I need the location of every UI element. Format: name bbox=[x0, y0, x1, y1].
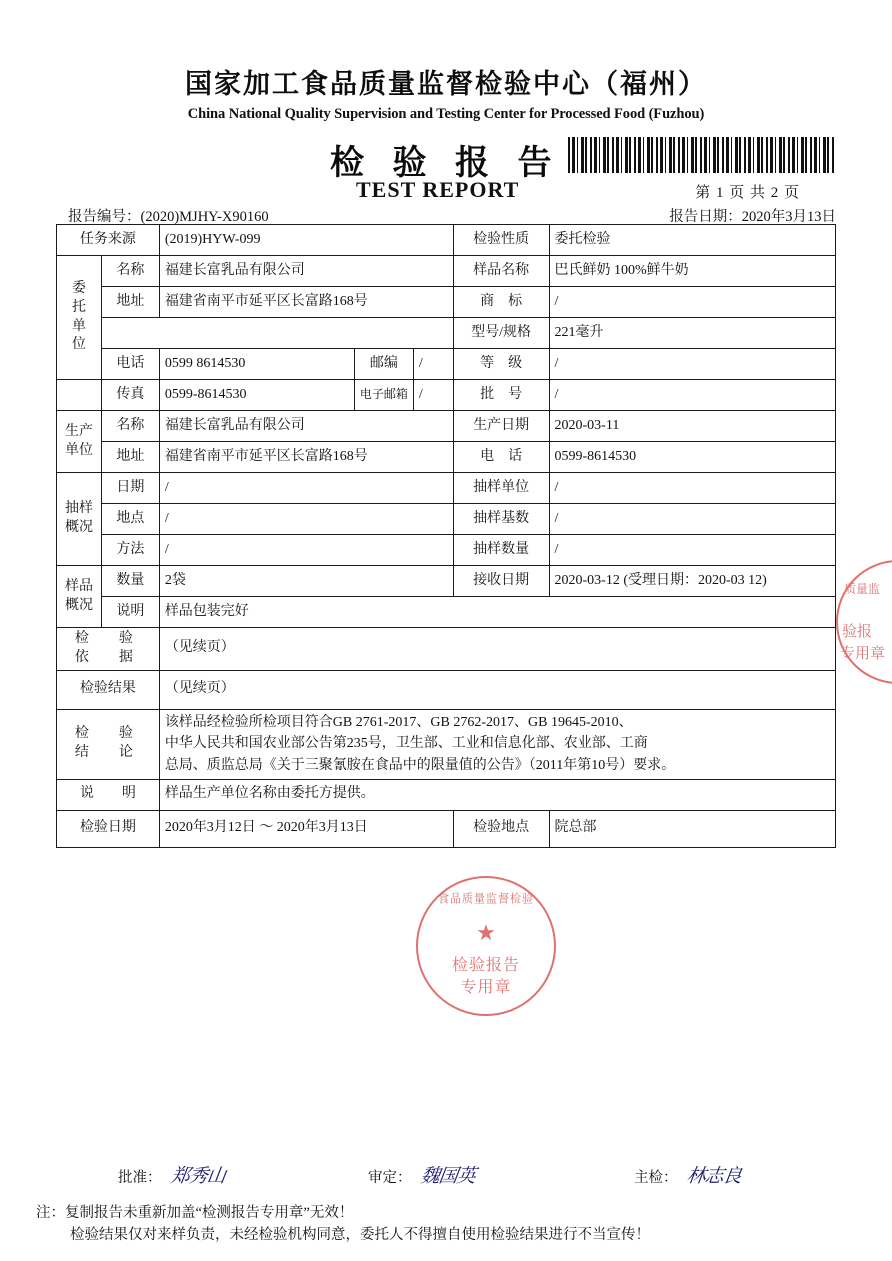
producer-name-value: 福建长富乳品有限公司 bbox=[159, 411, 453, 442]
sampling-base-value: / bbox=[549, 504, 835, 535]
footer-note-1: 注：复制报告未重新加盖“检测报告专用章”无效！ bbox=[36, 1205, 354, 1221]
test-nature-value: 委托检验 bbox=[549, 225, 835, 256]
sample-qty-value: 2袋 bbox=[159, 566, 453, 597]
report-number-value: (2020)MJHY-X90160 bbox=[140, 209, 269, 225]
stamp-star-icon: ★ bbox=[476, 920, 496, 945]
conclusion-label-line1: 检 验 bbox=[74, 726, 141, 742]
sampling-date-value: / bbox=[159, 473, 453, 504]
report-number bbox=[68, 205, 269, 226]
sampling-method-value: / bbox=[159, 535, 453, 566]
producer-address-value: 福建省南平市延平区长富路168号 bbox=[159, 442, 453, 473]
test-date-value: 2020年3月12日 ～ 2020年3月13日 bbox=[159, 810, 453, 847]
approve-label: 批准： bbox=[118, 1170, 162, 1186]
test-nature-label: 检验性质 bbox=[453, 225, 549, 256]
conclusion-value bbox=[159, 709, 835, 779]
table-row bbox=[57, 670, 836, 709]
client-address-value: 福建省南平市延平区长富路168号 bbox=[159, 287, 453, 318]
table-row bbox=[57, 349, 836, 380]
task-source-label: 任务来源 bbox=[57, 225, 160, 256]
stamp-line-1: 检验报告 bbox=[451, 957, 520, 974]
org-title-en: China National Quality Supervision and Testing Center for Processed Food (Fuzhou) bbox=[187, 106, 705, 122]
receive-date-value: 2020-03-12 (受理日期：2020-03 12) bbox=[549, 566, 835, 597]
inspector-value: 林志良 bbox=[685, 1165, 743, 1187]
table-row bbox=[57, 597, 836, 628]
report-date: 报告日期：2020年3月13日 bbox=[669, 209, 836, 225]
footer-notes bbox=[36, 1203, 866, 1247]
grade-label: 等 级 bbox=[453, 349, 549, 380]
client-name-value: 福建长富乳品有限公司 bbox=[159, 256, 453, 287]
brand-label: 商 标 bbox=[453, 287, 549, 318]
producer-tel-label: 电 话 bbox=[453, 442, 549, 473]
client-address-label: 地址 bbox=[101, 287, 159, 318]
barcode-icon bbox=[568, 137, 836, 173]
test-date-label: 检验日期 bbox=[57, 810, 160, 847]
client-email-label: 电子邮箱 bbox=[354, 380, 413, 411]
sampling-unit-value: / bbox=[549, 473, 835, 504]
signature-row bbox=[56, 1155, 836, 1205]
result-label: 检验结果 bbox=[57, 670, 160, 709]
stamp-line-2: 专用章 bbox=[460, 979, 512, 996]
report-title-row bbox=[0, 133, 892, 203]
review-value: 魏国英 bbox=[419, 1165, 477, 1187]
batch-label: 批 号 bbox=[453, 380, 549, 411]
sampling-qty-label: 抽样数量 bbox=[453, 535, 549, 566]
conclusion-line-1: 该样品经检验所检项目符合GB 2761-2017、GB 2762-2017、GB 19645-2010、 bbox=[164, 714, 633, 730]
official-stamp-icon bbox=[416, 876, 556, 1016]
table-row bbox=[57, 256, 836, 287]
grade-value: / bbox=[549, 349, 835, 380]
model-value: 221毫升 bbox=[549, 318, 835, 349]
document-header bbox=[0, 0, 892, 203]
table-row bbox=[57, 225, 836, 256]
table-row bbox=[57, 779, 836, 810]
edge-stamp-line-2: 验报 bbox=[842, 624, 873, 640]
sample-desc-label: 说明 bbox=[101, 597, 159, 628]
table-row bbox=[57, 566, 836, 597]
client-block-label: 委 托 单 位 bbox=[57, 256, 102, 380]
table-row bbox=[57, 709, 836, 779]
producer-block-label: 生产 单位 bbox=[57, 411, 102, 473]
conclusion-line-3: 总局、质监总局《关于三聚氰胺在食品中的限量值的公告》（2011年第10号）要求。 bbox=[164, 758, 676, 774]
note-label: 说 明 bbox=[57, 779, 160, 810]
client-fax-value: 0599-8614530 bbox=[159, 380, 354, 411]
client-block-label-2 bbox=[57, 380, 102, 411]
edge-stamp-line-1: 质量监 bbox=[844, 582, 881, 596]
table-row bbox=[57, 628, 836, 671]
sampling-qty-value: / bbox=[549, 535, 835, 566]
stamp-arc-text: 食品质量监督检验 bbox=[438, 892, 534, 906]
conclusion-label-line2: 结 论 bbox=[74, 745, 141, 761]
client-tel-label: 电话 bbox=[101, 349, 159, 380]
basis-value: （见续页） bbox=[159, 628, 835, 671]
review-label: 审定： bbox=[368, 1170, 412, 1186]
client-email-value: / bbox=[413, 380, 453, 411]
sampling-place-label: 地点 bbox=[101, 504, 159, 535]
table-row bbox=[57, 442, 836, 473]
footer-note-2: 检验结果仅对来样负责，未经检验机构同意，委托人不得擅自使用检验结果进行不当宣传！ bbox=[70, 1226, 650, 1243]
brand-value: / bbox=[549, 287, 835, 318]
report-number-label: 报告编号： bbox=[68, 209, 141, 225]
producer-address-label: 地址 bbox=[101, 442, 159, 473]
sample-block-label: 样品 概况 bbox=[57, 566, 102, 628]
edge-stamp-line-3: 专用章 bbox=[840, 646, 886, 662]
inspector-label: 主检： bbox=[634, 1170, 678, 1186]
inspector-signature bbox=[634, 1161, 741, 1188]
basis-label-line1: 检 验 bbox=[74, 631, 141, 646]
page-indicator: 第 1 页 共 2 页 bbox=[695, 185, 800, 201]
sampling-method-label: 方法 bbox=[101, 535, 159, 566]
org-title-cn: 国家加工食品质量监督检验中心（福州） bbox=[185, 69, 707, 99]
note-value: 样品生产单位名称由委托方提供。 bbox=[159, 779, 835, 810]
basis-label bbox=[57, 628, 160, 671]
client-zip-label: 邮编 bbox=[354, 349, 413, 380]
report-title-cn: 检 验 报 告 bbox=[330, 145, 562, 182]
report-table bbox=[56, 224, 836, 848]
sampling-date-label: 日期 bbox=[101, 473, 159, 504]
sampling-base-label: 抽样基数 bbox=[453, 504, 549, 535]
table-row bbox=[57, 535, 836, 566]
receive-date-label: 接收日期 bbox=[453, 566, 549, 597]
producer-tel-value: 0599-8614530 bbox=[549, 442, 835, 473]
test-place-value: 院总部 bbox=[549, 810, 835, 847]
table-row bbox=[57, 473, 836, 504]
client-zip-value: / bbox=[413, 349, 453, 380]
approve-signature bbox=[118, 1161, 225, 1188]
table-row bbox=[57, 318, 836, 349]
sample-name-value: 巴氏鲜奶 100%鲜牛奶 bbox=[549, 256, 835, 287]
edge-stamp-icon bbox=[836, 560, 892, 684]
table-row bbox=[57, 810, 836, 847]
review-signature bbox=[368, 1161, 475, 1188]
sample-desc-value: 样品包装完好 bbox=[159, 597, 835, 628]
approve-value: 郑秀山 bbox=[169, 1165, 227, 1187]
basis-label-line2: 依 据 bbox=[74, 649, 141, 665]
sampling-unit-label: 抽样单位 bbox=[453, 473, 549, 504]
report-title-en: TEST REPORT bbox=[356, 177, 520, 202]
client-tel-value: 0599 8614530 bbox=[159, 349, 354, 380]
sampling-place-value: / bbox=[159, 504, 453, 535]
sample-name-label: 样品名称 bbox=[453, 256, 549, 287]
sample-qty-label: 数量 bbox=[101, 566, 159, 597]
produce-date-value: 2020-03-11 bbox=[549, 411, 835, 442]
table-row bbox=[57, 380, 836, 411]
table-row bbox=[57, 287, 836, 318]
model-label: 型号/规格 bbox=[453, 318, 549, 349]
test-place-label: 检验地点 bbox=[453, 810, 549, 847]
batch-value: / bbox=[549, 380, 835, 411]
client-name-label: 名称 bbox=[101, 256, 159, 287]
conclusion-label bbox=[57, 709, 160, 779]
sampling-block-label: 抽样 概况 bbox=[57, 473, 102, 566]
task-source-value: (2019)HYW-099 bbox=[159, 225, 453, 256]
client-fax-label: 传真 bbox=[101, 380, 159, 411]
produce-date-label: 生产日期 bbox=[453, 411, 549, 442]
conclusion-line-2: 中华人民共和国农业部公告第235号，卫生部、工业和信息化部、农业部、工商 bbox=[164, 736, 648, 752]
producer-name-label: 名称 bbox=[101, 411, 159, 442]
table-row bbox=[57, 504, 836, 535]
table-row bbox=[57, 411, 836, 442]
result-value: （见续页） bbox=[159, 670, 835, 709]
